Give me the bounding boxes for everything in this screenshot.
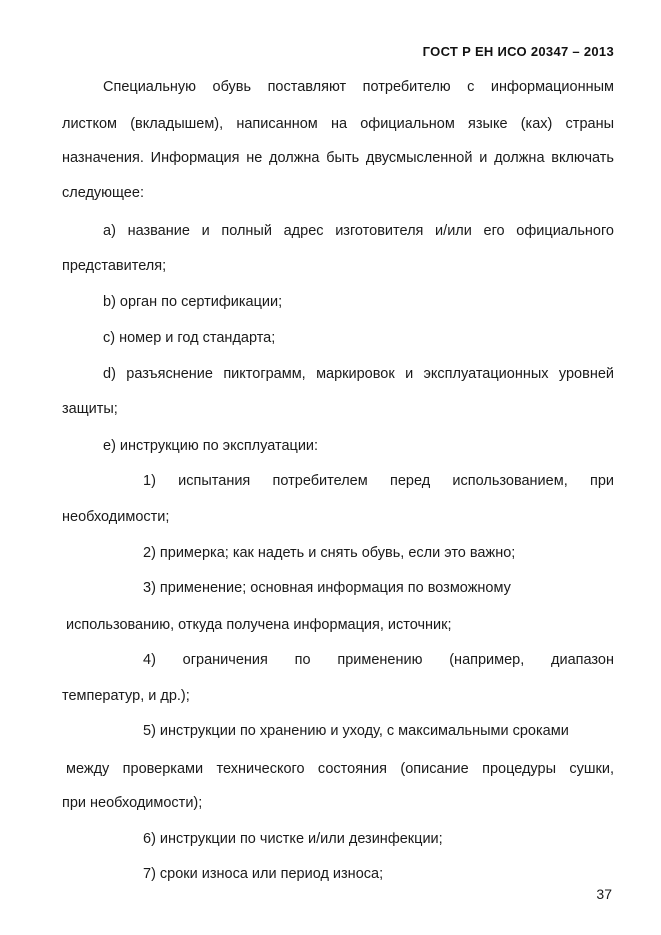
page-number: 37	[596, 886, 612, 902]
list-item-b: b) орган по сертификации;	[103, 294, 283, 310]
sub-item-1-continuation: необходимости;	[62, 509, 170, 525]
sub-item-3-continuation: использованию, откуда получена информация, источник;	[66, 617, 452, 633]
paragraph-line: листком (вкладышем), написанном на официальном языке (ках) страны	[62, 116, 614, 132]
sub-item-3: 3) применение; основная информация по возможному	[143, 580, 511, 596]
list-item-d-continuation: защиты;	[62, 401, 118, 417]
document-header: ГОСТ Р ЕН ИСО 20347 – 2013	[422, 44, 614, 59]
sub-item-4: 4) ограничения по применению (например, диапазон	[143, 652, 614, 668]
sub-item-2: 2) примерка; как надеть и снять обувь, если это важно;	[143, 545, 516, 561]
list-item-e: e) инструкцию по эксплуатации:	[103, 438, 319, 454]
sub-item-1: 1) испытания потребителем перед использованием, при	[143, 473, 614, 489]
sub-item-7: 7) сроки износа или период износа;	[143, 866, 384, 882]
sub-item-6: 6) инструкции по чистке и/или дезинфекции;	[143, 831, 443, 847]
sub-item-4-continuation: температур, и др.);	[62, 688, 190, 704]
sub-item-5-continuation: при необходимости);	[62, 795, 203, 811]
sub-item-5: 5) инструкции по хранению и уходу, с максимальными сроками	[143, 723, 569, 739]
list-item-a: a) название и полный адрес изготовителя и/или его официального	[103, 223, 614, 239]
list-item-a-continuation: представителя;	[62, 258, 167, 274]
sub-item-5-continuation: между проверками технического состояния (описание процедуры сушки,	[66, 761, 614, 777]
paragraph-line: следующее:	[62, 185, 144, 201]
list-item-d: d) разъяснение пиктограмм, маркировок и эксплуатационных уровней	[103, 366, 614, 382]
list-item-c: c) номер и год стандарта;	[103, 330, 276, 346]
paragraph-line: назначения. Информация не должна быть двусмысленной и должна включать	[62, 150, 614, 166]
paragraph-line: Специальную обувь поставляют потребителю с информационным	[103, 79, 614, 95]
